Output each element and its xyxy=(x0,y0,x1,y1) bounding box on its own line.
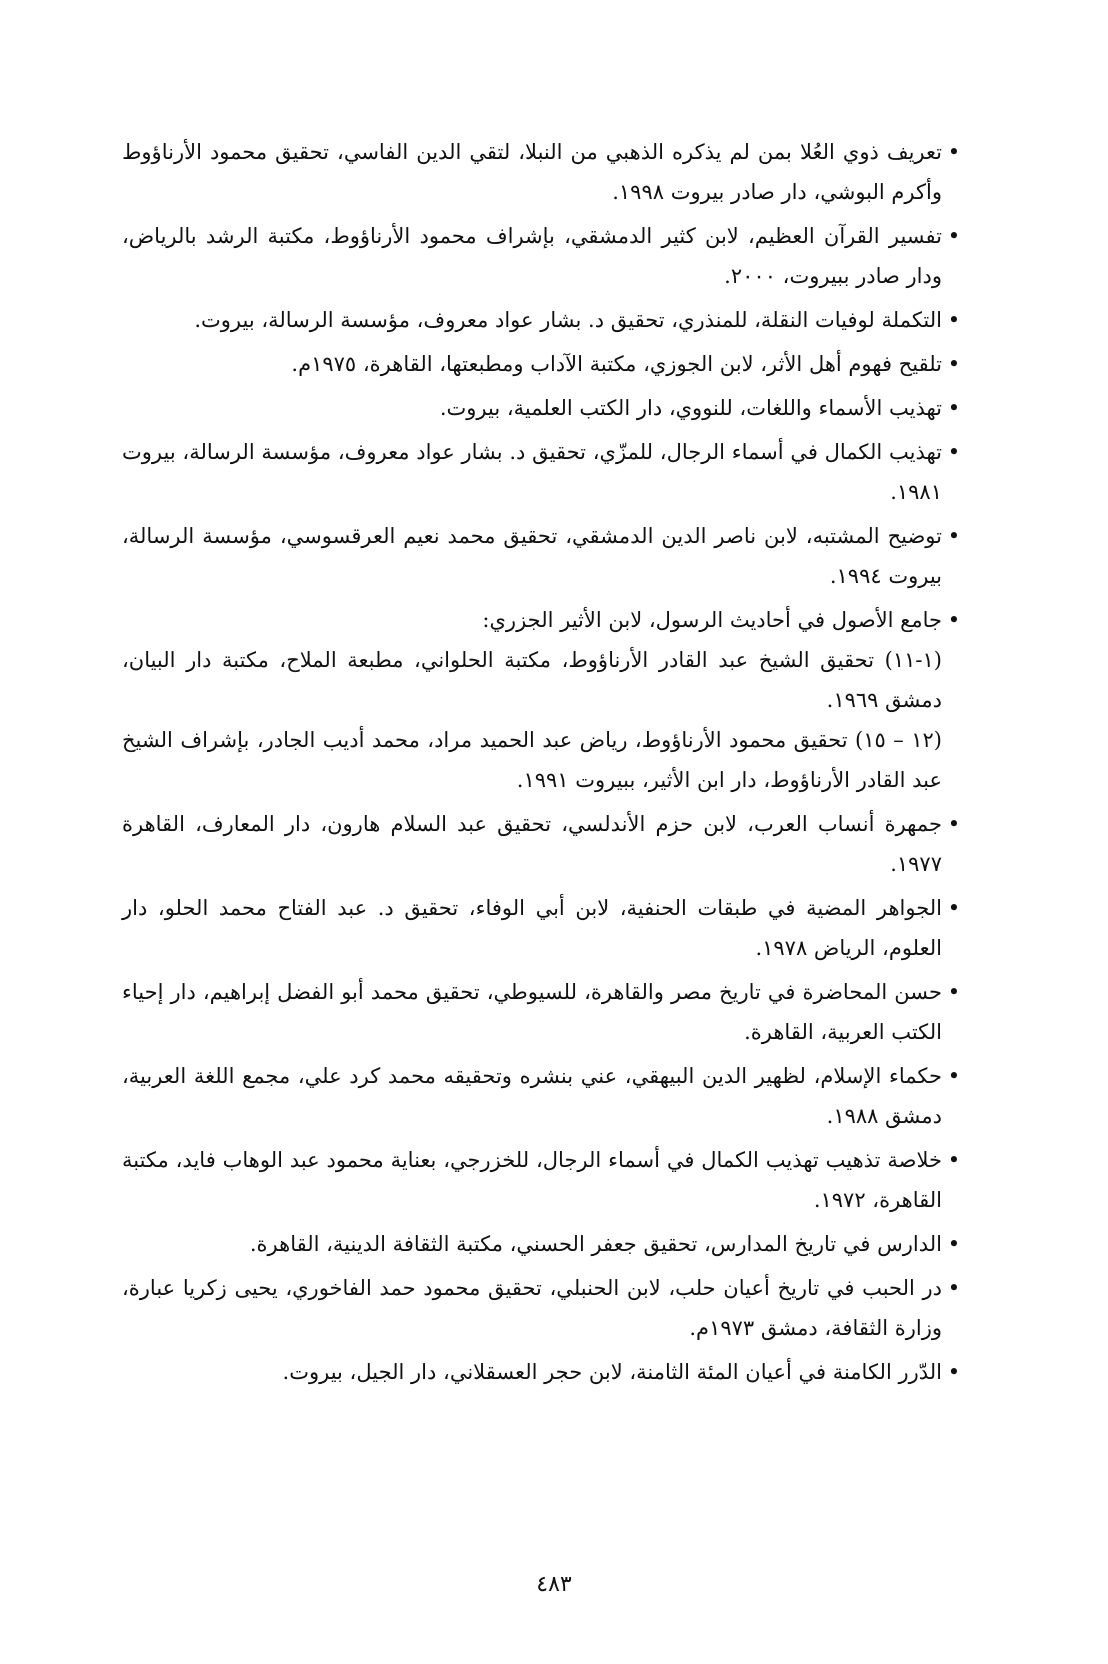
entry-text: الجواهر المضية في طبقات الحنفية، لابن أبي الوفاء، تحقيق د. عبد الفتاح محمد الحلو، دار العلوم، الرياض ١٩٧٨. xyxy=(122,896,942,960)
bibliography-entry xyxy=(122,132,962,212)
entry-title: جامع الأصول في أحاديث الرسول، لابن الأثير الجزري: xyxy=(482,608,942,632)
bibliography-entry xyxy=(122,1268,962,1348)
bullet: • xyxy=(947,608,961,632)
bibliography-entry xyxy=(122,432,962,512)
bullet: • xyxy=(947,1276,961,1300)
bullet: • xyxy=(947,524,961,548)
bibliography-entry xyxy=(122,1056,962,1136)
bibliography-entry xyxy=(122,888,962,968)
bullet: • xyxy=(947,812,961,836)
bullet: • xyxy=(947,1232,961,1256)
bibliography-entry xyxy=(122,804,962,884)
bibliography-entry xyxy=(122,300,962,340)
bibliography-entry xyxy=(122,972,962,1052)
bullet: • xyxy=(947,1360,961,1384)
entry-text: در الحبب في تاريخ أعيان حلب، لابن الحنبلي، تحقيق محمود حمد الفاخوري، يحيى زكريا عبارة، وزارة الثقافة، دمشق ١٩٧٣م. xyxy=(122,1276,942,1340)
entry-subpart: (١-١١) تحقيق الشيخ عبد القادر الأرناؤوط، مكتبة الحلواني، مطبعة الملاح، مكتبة دار البيان، دمشق ١٩٦٩. xyxy=(122,648,942,712)
bullet: • xyxy=(947,308,961,332)
entry-text: تعريف ذوي العُلا بمن لم يذكره الذهبي من النبلا، لتقي الدين الفاسي، تحقيق محمود الأرناؤوط وأكرم البوشي، دار صادر بيروت ١٩٩٨. xyxy=(122,140,942,204)
entry-text: الدّرر الكامنة في أعيان المئة الثامنة، لابن حجر العسقلاني، دار الجيل، بيروت. xyxy=(282,1360,942,1384)
entry-text: حكماء الإسلام، لظهير الدين البيهقي، عني بنشره وتحقيقه محمد كرد علي، مجمع اللغة العربية، دمشق ١٩٨٨. xyxy=(122,1064,942,1128)
entry-text: تهذيب الكمال في أسماء الرجال، للمزّي، تحقيق د. بشار عواد معروف، مؤسسة الرسالة، بيروت ١٩٨١. xyxy=(122,440,942,504)
entry-text: حسن المحاضرة في تاريخ مصر والقاهرة، للسيوطي، تحقيق محمد أبو الفضل إبراهيم، دار إحياء الكتب العربية، القاهرة. xyxy=(122,980,943,1044)
bibliography-entry xyxy=(122,1140,962,1220)
bullet: • xyxy=(947,440,961,464)
bibliography-entry xyxy=(122,388,962,428)
bullet: • xyxy=(947,396,961,420)
entry-text: تفسير القرآن العظيم، لابن كثير الدمشقي، بإشراف محمود الأرناؤوط، مكتبة الرشد بالرياض، ودار صادر ببيروت، ٢٠٠٠. xyxy=(122,224,942,288)
entry-text: توضيح المشتبه، لابن ناصر الدين الدمشقي، تحقيق محمد نعيم العرقسوسي، مؤسسة الرسالة، بيروت ١٩٩٤. xyxy=(122,524,942,588)
bibliography-entry xyxy=(122,1224,962,1264)
bibliography-list xyxy=(122,132,962,1396)
entry-subpart: (١٢ – ١٥) تحقيق محمود الأرناؤوط، رياض عبد الحميد مراد، محمد أديب الجادر، بإشراف الشيخ عبد القادر الأرناؤوط، دار ابن الأثير، ببيروت ١٩٩١. xyxy=(122,728,942,792)
bullet: • xyxy=(947,1148,961,1172)
bullet: • xyxy=(947,140,961,164)
bibliography-entry xyxy=(122,516,962,596)
bibliography-entry xyxy=(122,1352,962,1392)
entry-text: تلقيح فهوم أهل الأثر، لابن الجوزي، مكتبة الآداب ومطبعتها، القاهرة، ١٩٧٥م. xyxy=(291,352,942,376)
bibliography-entry-jami xyxy=(122,600,962,800)
entry-text: الدارس في تاريخ المدارس، تحقيق جعفر الحسني، مكتبة الثقافة الدينية، القاهرة. xyxy=(249,1232,942,1256)
bibliography-entry xyxy=(122,216,962,296)
entry-text: خلاصة تذهيب تهذيب الكمال في أسماء الرجال، للخزرجي، بعناية محمود عبد الوهاب فايد، مكتبة القاهرة، ١٩٧٢. xyxy=(122,1148,942,1212)
bullet: • xyxy=(947,1064,961,1088)
bibliography-entry xyxy=(122,344,962,384)
bullet: • xyxy=(947,896,961,920)
entry-text: جمهرة أنساب العرب، لابن حزم الأندلسي، تحقيق عبد السلام هارون، دار المعارف، القاهرة ١٩٧٧. xyxy=(122,812,942,876)
bullet: • xyxy=(947,980,961,1004)
entry-text: تهذيب الأسماء واللغات، للنووي، دار الكتب العلمية، بيروت. xyxy=(439,396,942,420)
entry-text: التكملة لوفيات النقلة، للمنذري، تحقيق د. بشار عواد معروف، مؤسسة الرسالة، بيروت. xyxy=(194,308,942,332)
bullet: • xyxy=(947,352,961,376)
bullet: • xyxy=(947,224,961,248)
page-number: ٤٨٣ xyxy=(536,1572,572,1597)
